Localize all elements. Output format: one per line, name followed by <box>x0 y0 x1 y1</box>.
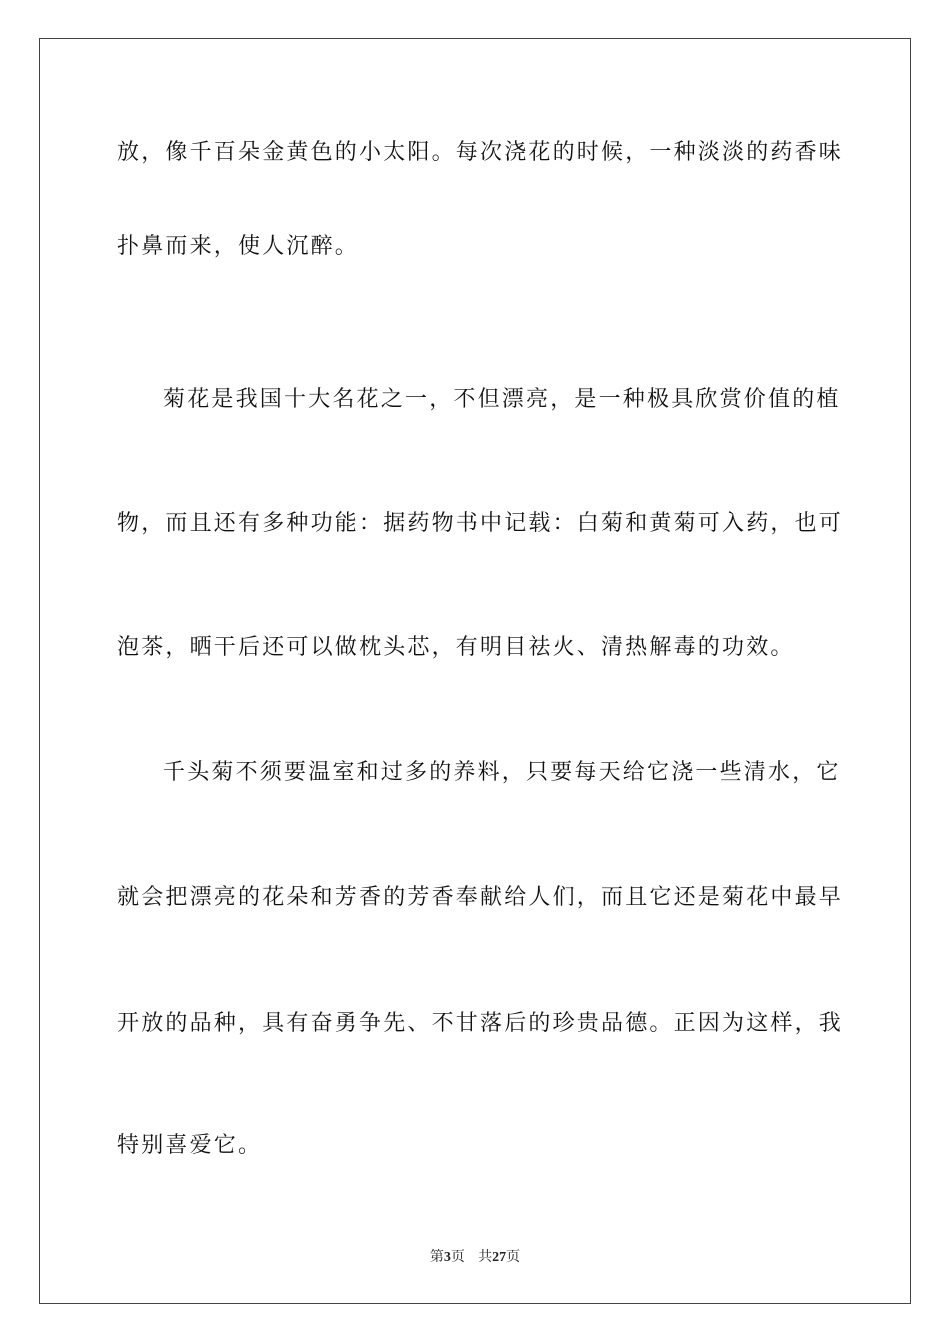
paragraph-first-line: 菊花是我国十大名花之一，不但漂亮，是一种极具欣赏价值的植 <box>163 387 841 412</box>
footer-page-prefix: 第 <box>429 1249 444 1265</box>
footer-separator <box>465 1249 478 1265</box>
footer-page-number: 3 <box>443 1250 451 1265</box>
page-footer <box>0 1248 950 1267</box>
body-line: 物，而且还有多种功能：据药物书中记载：白菊和黄菊可入药，也可 <box>117 511 844 536</box>
footer-page-suffix: 页 <box>450 1249 465 1265</box>
body-line: 就会把漂亮的花朵和芳香的芳香奉献给人们，而且它还是菊花中最早 <box>117 885 844 910</box>
body-line: 泡茶，晒干后还可以做枕头芯，有明目祛火、清热解毒的功效。 <box>117 635 795 660</box>
body-line: 开放的品种，具有奋勇争先、不甘落后的珍贵品德。正因为这样，我 <box>117 1011 844 1036</box>
footer-total-prefix: 共 <box>478 1249 493 1265</box>
footer-total-suffix: 页 <box>506 1249 521 1265</box>
body-line: 扑鼻而来，使人沉醉。 <box>117 234 360 259</box>
footer-total-pages: 27 <box>492 1250 507 1265</box>
body-line: 特别喜爱它。 <box>117 1133 263 1158</box>
paragraph-first-line: 千头菊不须要温室和过多的养料，只要每天给它浇一些清水，它 <box>163 760 841 785</box>
page-border <box>39 38 911 1304</box>
body-line: 放，像千百朵金黄色的小太阳。每次浇花的时候，一种淡淡的药香味 <box>117 140 844 165</box>
